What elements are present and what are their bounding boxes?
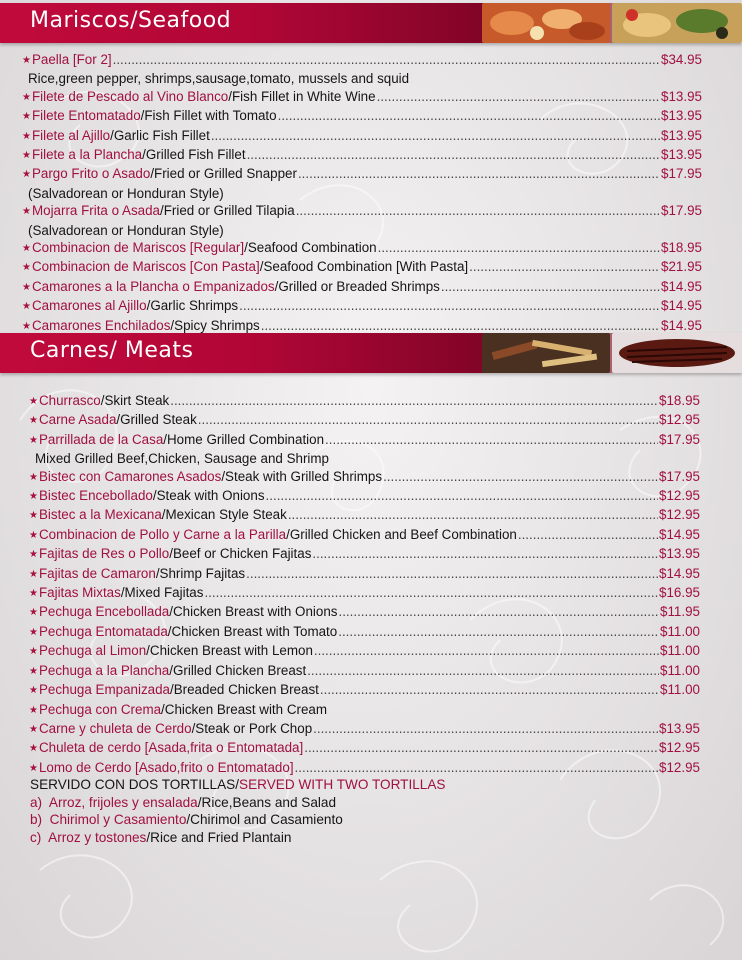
dish-name-es: Combinacion de Mariscos [Regular] — [31, 240, 245, 256]
dish-name-en: /Fried or Grilled Tilapia — [159, 203, 295, 219]
dish-description: Mixed Grilled Beef,Chicken, Sausage and Shrimp — [35, 451, 329, 467]
dish-price: $14.95 — [661, 317, 702, 333]
star-icon: ★ — [29, 723, 38, 735]
dot-leader — [246, 565, 658, 582]
dot-leader — [313, 720, 658, 737]
menu-item — [29, 392, 700, 411]
dish-price: $11.00 — [660, 643, 700, 659]
star-icon: ★ — [22, 150, 31, 162]
dish-name-es: Fajitas Mixtas — [38, 585, 121, 601]
sides-option — [30, 811, 445, 829]
dish-name-es: Combinacion de Pollo y Carne a la Parilla — [38, 526, 287, 542]
dot-leader — [170, 392, 658, 409]
star-icon: ★ — [29, 510, 38, 522]
menu-item — [29, 468, 700, 487]
dot-leader — [383, 468, 658, 485]
dot-leader — [239, 297, 660, 314]
dot-leader — [298, 165, 660, 182]
dish-price: $11.00 — [660, 662, 700, 678]
dish-price: $13.95 — [661, 147, 702, 163]
dot-leader — [518, 526, 658, 543]
dot-leader — [325, 431, 658, 448]
dot-leader — [113, 51, 660, 68]
option-letter: a) — [30, 794, 43, 810]
dish-name-es: Filete al Ajillo — [31, 127, 111, 143]
dish-price: $16.95 — [659, 585, 700, 601]
star-icon: ★ — [22, 169, 31, 181]
dish-price: $17.95 — [661, 166, 702, 182]
star-icon: ★ — [22, 55, 31, 66]
star-icon: ★ — [22, 301, 31, 313]
star-icon: ★ — [22, 91, 31, 103]
dish-price: $17.95 — [661, 203, 702, 219]
dish-name-es: Bistec Encebollado — [38, 488, 153, 504]
menu-item — [22, 51, 702, 70]
dish-name-es: Filete de Pescado al Vino Blanco — [31, 88, 229, 104]
sides-note — [30, 776, 445, 846]
dish-name-es: Paella [For 2] — [31, 52, 112, 67]
dish-name-en: /Grilled Chicken and Beef Combination — [286, 526, 517, 542]
star-icon: ★ — [29, 434, 38, 446]
dish-name-es: Carne Asada — [38, 412, 117, 428]
option-en: /Rice and Fried Plantain — [146, 829, 292, 845]
menu-item — [29, 642, 700, 661]
dish-price: $11.00 — [660, 682, 700, 698]
star-icon: ★ — [29, 685, 38, 697]
menu-item — [29, 662, 700, 681]
dish-price: $13.95 — [659, 720, 700, 736]
dish-name-en: /Grilled Fish Fillet — [142, 147, 246, 163]
meats-menu-list — [29, 392, 700, 778]
dish-name-en: /Spicy Shrimps — [170, 317, 260, 333]
dot-leader — [204, 584, 658, 601]
dot-leader — [247, 146, 660, 163]
dish-name-en: /Garlic Fish Fillet — [110, 127, 210, 143]
dish-name-en: /Fish Fillet in White Wine — [228, 88, 376, 104]
dish-price: $17.95 — [659, 468, 700, 484]
dish-name-es: Pargo Frito o Asado — [31, 166, 151, 182]
dot-leader — [278, 107, 660, 124]
seafood-section-title: Mariscos/Seafood — [30, 8, 232, 33]
star-icon: ★ — [29, 471, 38, 483]
dish-price: $13.95 — [661, 88, 702, 104]
dish-name-en: /Fish Fillet with Tomato — [140, 108, 277, 124]
dish-name-es: Pechuga Encebollada — [38, 604, 170, 620]
dish-name-es: Camarones a la Plancha o Empanizados — [31, 278, 275, 294]
sides-option — [30, 829, 445, 847]
dot-leader — [295, 759, 658, 776]
dish-name-es: Pechuga con Crema — [38, 701, 162, 717]
menu-item — [29, 487, 700, 506]
menu-item — [29, 545, 700, 564]
dish-name-es: Pechuga Entomatada — [38, 623, 168, 639]
dot-leader — [261, 317, 660, 334]
menu-item — [29, 506, 700, 525]
star-icon: ★ — [29, 646, 38, 658]
option-es: Arroz y tostones — [48, 829, 147, 845]
star-icon: ★ — [22, 130, 31, 142]
sides-heading-es: SERVIDO CON DOS TORTILLAS/ — [30, 777, 240, 792]
dish-name-es: Parrillada de la Casa — [38, 431, 164, 447]
dish-name-en: /Shrimp Fajitas — [155, 565, 246, 581]
star-icon: ★ — [29, 704, 38, 716]
dot-leader — [266, 487, 659, 504]
dish-name-es: Bistec con Camarones Asados — [38, 468, 222, 484]
dish-price: $12.95 — [659, 412, 700, 428]
seafood-menu-list — [22, 51, 702, 336]
menu-item — [22, 165, 702, 184]
dish-name-en: /Steak with Onions — [152, 488, 265, 504]
meats-photo-fajitas — [482, 333, 610, 373]
dot-leader — [296, 202, 660, 219]
dish-name-en: /Seafood Combination — [244, 240, 377, 256]
menu-item — [22, 297, 702, 316]
dish-name-es: Combinacion de Mariscos [Con Pasta] — [31, 259, 260, 275]
meats-section-title: Carnes/ Meats — [30, 338, 194, 363]
option-es: Chirimol y Casamiento — [49, 812, 187, 828]
dot-leader — [338, 623, 659, 640]
dish-price: $12.95 — [659, 759, 700, 775]
dish-price: $12.95 — [659, 507, 700, 523]
dish-name-es: Carne y chuleta de Cerdo — [38, 720, 192, 736]
star-icon: ★ — [22, 281, 31, 293]
dot-leader — [288, 506, 658, 523]
menu-item — [29, 431, 700, 450]
star-icon: ★ — [29, 491, 38, 503]
dish-name-en: /Home Grilled Combination — [163, 431, 325, 447]
dish-name-es: Camarones al Ajillo — [31, 298, 147, 314]
sides-heading-en: SERVED WITH TWO TORTILLAS — [239, 777, 446, 792]
menu-item — [29, 623, 700, 642]
star-icon: ★ — [22, 243, 31, 255]
dish-name-en: /Breaded Chicken Breast — [170, 682, 319, 698]
dish-price: $13.95 — [661, 108, 702, 124]
dish-name-en: /Chicken Breast with Cream — [161, 701, 327, 717]
dish-name-en: /Chicken Breast with Lemon — [146, 643, 313, 659]
dish-price: $14.95 — [661, 298, 702, 314]
dish-name-es: Filete Entomatado — [31, 108, 141, 124]
dish-name-es: Chuleta de cerdo [Asada,frita o Entomatada] — [38, 740, 304, 756]
dish-name-en: /Grilled Steak — [116, 412, 197, 428]
menu-item — [22, 127, 702, 146]
option-es: Arroz, frijoles y ensalada — [48, 794, 198, 810]
dot-leader — [378, 239, 660, 256]
star-icon: ★ — [29, 549, 38, 561]
dish-name-en: /Mexican Style Steak — [161, 507, 287, 523]
dish-name-en: /Garlic Shrimps — [146, 298, 239, 314]
dish-name-es: Lomo de Cerdo [Asado,frito o Entomatado] — [38, 759, 294, 775]
dish-name-en: /Grilled Chicken Breast — [169, 662, 307, 678]
star-icon: ★ — [22, 262, 31, 274]
meats-section-header — [0, 333, 742, 373]
star-icon: ★ — [29, 743, 38, 755]
menu-item — [29, 701, 700, 720]
menu-item — [29, 526, 700, 545]
dish-price: $18.95 — [659, 393, 700, 408]
dish-description: (Salvadorean or Honduran Style) — [28, 222, 224, 238]
menu-item — [22, 278, 702, 297]
dish-price: $17.95 — [659, 431, 700, 447]
dish-price: $34.95 — [661, 52, 702, 67]
star-icon: ★ — [29, 607, 38, 619]
menu-item — [29, 681, 700, 700]
star-icon: ★ — [29, 415, 38, 427]
dish-price: $12.95 — [659, 488, 700, 504]
dish-name-es: Bistec a la Mexicana — [38, 507, 162, 523]
dish-price: $13.95 — [659, 546, 700, 562]
dot-leader — [304, 739, 658, 756]
dish-name-en: /Skirt Steak — [100, 393, 170, 408]
menu-item — [29, 584, 700, 603]
seafood-photo-shrimp — [482, 3, 610, 43]
dot-leader — [338, 603, 659, 620]
sides-option — [30, 794, 445, 812]
dot-leader — [211, 127, 660, 144]
star-icon: ★ — [29, 396, 38, 407]
dot-leader — [377, 88, 660, 105]
dish-name-es: Mojarra Frita o Asada — [31, 203, 160, 219]
dot-leader — [441, 278, 660, 295]
dish-name-es: Filete a la Plancha — [31, 147, 143, 163]
menu-item — [29, 565, 700, 584]
dish-name-en: /Chicken Breast with Tomato — [167, 623, 338, 639]
dish-price: $12.95 — [659, 740, 700, 756]
seafood-section-header — [0, 3, 742, 43]
dish-name-es: Camarones Enchilados — [31, 317, 171, 333]
dish-name-es: Pechuga Empanizada — [38, 682, 170, 698]
menu-item — [29, 739, 700, 758]
dot-leader — [314, 642, 659, 659]
dish-price: $11.00 — [660, 623, 700, 639]
dish-name-en: /Steak or Pork Chop — [191, 720, 313, 736]
star-icon: ★ — [22, 111, 31, 123]
dish-price: $14.95 — [659, 526, 700, 542]
star-icon: ★ — [29, 588, 38, 600]
star-icon: ★ — [29, 529, 38, 541]
menu-item — [22, 88, 702, 107]
dish-name-en: /Chicken Breast with Onions — [169, 604, 338, 620]
meats-photo-steak — [612, 333, 742, 373]
dot-leader — [198, 411, 658, 428]
menu-item — [22, 146, 702, 165]
option-letter: c) — [30, 829, 42, 845]
menu-item — [29, 411, 700, 430]
dish-name-en: /Fried or Grilled Snapper — [150, 166, 297, 182]
sides-heading — [30, 776, 445, 794]
dish-name-en: /Seafood Combination [With Pasta] — [259, 259, 469, 275]
dish-price: $11.95 — [660, 604, 700, 620]
dish-price: $13.95 — [661, 127, 702, 143]
dot-leader — [320, 681, 659, 698]
dish-price: $18.95 — [661, 240, 702, 256]
menu-item — [22, 258, 702, 277]
dish-price: $14.95 — [659, 565, 700, 581]
menu-item — [22, 202, 702, 221]
dish-description: (Salvadorean or Honduran Style) — [28, 185, 224, 201]
star-icon: ★ — [29, 568, 38, 580]
option-letter: b) — [30, 812, 43, 828]
dish-name-es: Fajitas de Res o Pollo — [38, 546, 170, 562]
option-en: /Chirimol and Casamiento — [186, 812, 343, 828]
dish-name-es: Pechuga a la Plancha — [38, 662, 170, 678]
menu-item — [29, 603, 700, 622]
star-icon: ★ — [29, 665, 38, 677]
dish-description: Rice,green pepper, shrimps,sausage,tomato, mussels and squid — [28, 71, 410, 87]
star-icon: ★ — [29, 626, 38, 638]
dish-price: $21.95 — [661, 259, 702, 275]
dish-name-en: /Grilled or Breaded Shrimps — [274, 278, 440, 294]
dish-name-en: /Mixed Fajitas — [120, 585, 204, 601]
dish-name-en: /Steak with Grilled Shrimps — [221, 468, 383, 484]
seafood-photo-pasta — [612, 3, 742, 43]
dish-name-es: Fajitas de Camaron — [38, 565, 156, 581]
dish-price: $14.95 — [661, 278, 702, 294]
dot-leader — [469, 258, 660, 275]
star-icon: ★ — [29, 762, 38, 774]
star-icon: ★ — [22, 206, 31, 218]
dish-name-en: /Beef or Chicken Fajitas — [169, 546, 312, 562]
dish-name-es: Pechuga al Limon — [38, 643, 147, 659]
menu-item — [29, 720, 700, 739]
menu-item — [22, 107, 702, 126]
star-icon: ★ — [22, 320, 31, 332]
dot-leader — [312, 545, 658, 562]
dish-name-es: Churrasco — [38, 393, 101, 408]
dot-leader — [307, 662, 659, 679]
option-en: /Rice,Beans and Salad — [197, 794, 337, 810]
menu-item — [22, 239, 702, 258]
